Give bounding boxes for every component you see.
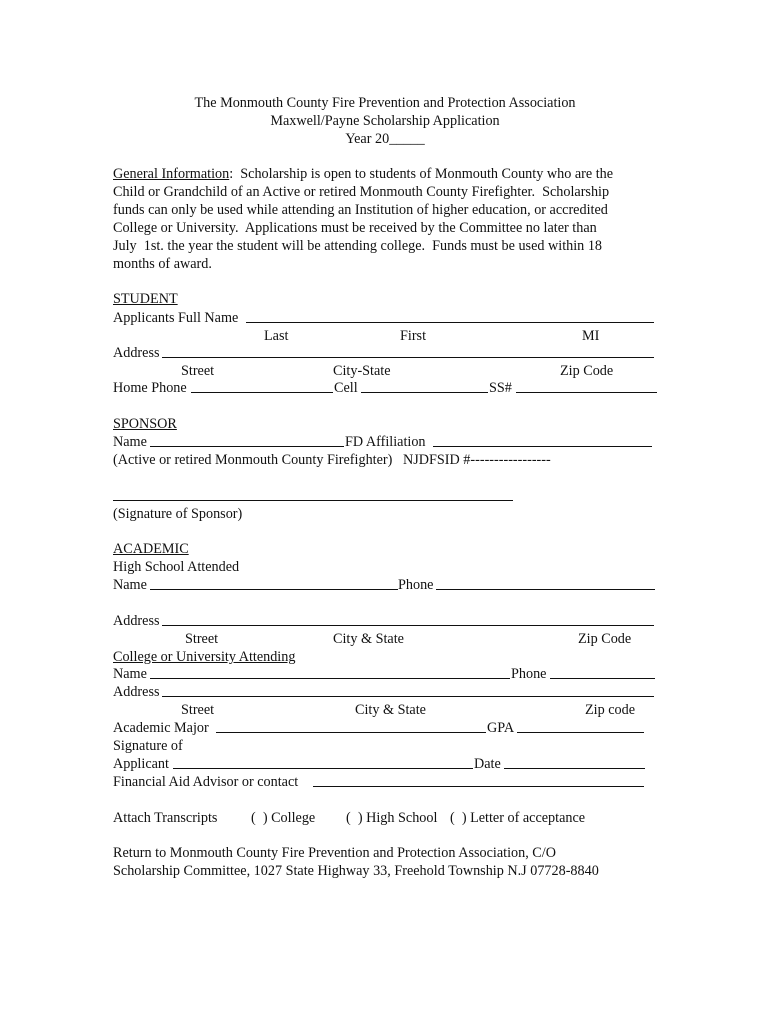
college-zip-caption: Zip code	[585, 702, 636, 718]
general-info-line: months of award.	[113, 256, 212, 272]
fd-affiliation-field[interactable]	[433, 446, 652, 447]
hs-phone-field[interactable]	[436, 589, 655, 590]
hs-name-field[interactable]	[150, 589, 398, 590]
city-state-caption: City-State	[333, 363, 391, 379]
gpa-field[interactable]	[517, 732, 644, 733]
fd-affiliation-label: FD Affiliation	[345, 434, 426, 450]
hs-zip-caption: Zip Code	[578, 631, 632, 647]
sponsor-name-label: Name	[113, 434, 147, 450]
college-address-field[interactable]	[162, 696, 654, 697]
sponsor-note: (Active or retired Monmouth County Firefighter) NJDFSID #-----------------	[113, 452, 551, 468]
mi-caption: MI	[582, 328, 600, 344]
title-association: The Monmouth County Fire Prevention and Protection Association	[194, 95, 576, 111]
college-phone-field[interactable]	[550, 678, 655, 679]
financial-aid-field[interactable]	[313, 786, 644, 787]
home-phone-field[interactable]	[191, 392, 333, 393]
ss-label: SS#	[489, 380, 512, 396]
academic-major-field[interactable]	[216, 732, 486, 733]
attach-transcripts-label: Attach Transcripts	[113, 810, 218, 826]
letter-of-acceptance-checkbox[interactable]: ( ) Letter of acceptance	[450, 810, 586, 826]
first-caption: First	[400, 328, 427, 344]
sponsor-signature-caption: (Signature of Sponsor)	[113, 506, 243, 522]
sponsor-signature-field[interactable]	[113, 500, 513, 501]
applicant-label: Applicant	[113, 756, 169, 772]
home-phone-label: Home Phone	[113, 380, 187, 396]
high-school-checkbox[interactable]: ( ) High School	[346, 810, 438, 826]
general-info-line: College or University. Applications must be received by the Committee no later than	[113, 220, 597, 236]
college-name-label: Name	[113, 666, 147, 682]
general-info-line: funds can only be used while attending an Institution of higher education, or accredited	[113, 202, 608, 218]
street-caption: Street	[181, 363, 215, 379]
hs-address-label: Address	[113, 613, 160, 629]
applicant-name-label: Applicants Full Name	[113, 310, 239, 326]
gpa-label: GPA	[487, 720, 515, 736]
student-address-field[interactable]	[162, 357, 654, 358]
return-address-line2: Scholarship Committee, 1027 State Highway 33, Freehold Township N.J 07728-8840	[113, 863, 599, 879]
date-label: Date	[474, 756, 501, 772]
zip-caption: Zip Code	[560, 363, 614, 379]
college-heading: College or University Attending	[113, 649, 296, 665]
hs-city-state-caption: City & State	[333, 631, 404, 647]
date-field[interactable]	[504, 768, 645, 769]
title-scholarship: Maxwell/Payne Scholarship Application	[270, 113, 500, 129]
cell-label: Cell	[334, 380, 358, 396]
general-info-label: General Information	[113, 166, 230, 182]
hs-phone-label: Phone	[398, 577, 434, 593]
high-school-attended-label: High School Attended	[113, 559, 240, 575]
general-info-line: July 1st. the year the student will be attending college. Funds must be used within 18	[113, 238, 603, 254]
college-street-caption: Street	[181, 702, 215, 718]
sponsor-heading: SPONSOR	[113, 416, 177, 432]
return-address-line1: Return to Monmouth County Fire Prevention and Protection Association, C/O	[113, 845, 556, 861]
general-info-first-line	[113, 165, 613, 183]
college-city-state-caption: City & State	[355, 702, 426, 718]
college-address-label: Address	[113, 684, 160, 700]
applicant-name-field[interactable]	[246, 322, 654, 323]
student-address-label: Address	[113, 345, 160, 361]
academic-major-label: Academic Major	[113, 720, 209, 736]
hs-street-caption: Street	[185, 631, 219, 647]
cell-field[interactable]	[361, 392, 488, 393]
hs-address-field[interactable]	[162, 625, 654, 626]
applicant-signature-field[interactable]	[173, 768, 473, 769]
general-info-line: Child or Grandchild of an Active or retired Monmouth County Firefighter. Scholarship	[113, 184, 610, 200]
college-name-field[interactable]	[150, 678, 510, 679]
hs-name-label: Name	[113, 577, 147, 593]
college-phone-label: Phone	[511, 666, 547, 682]
signature-of-label: Signature of	[113, 738, 183, 754]
general-info-intro: : Scholarship is open to students of Monmouth County who are the	[229, 166, 614, 182]
college-checkbox[interactable]: ( ) College	[251, 810, 316, 826]
title-year: Year 20_____	[345, 131, 425, 147]
financial-aid-label: Financial Aid Advisor or contact	[113, 774, 299, 790]
ss-field[interactable]	[516, 392, 657, 393]
sponsor-name-field[interactable]	[150, 446, 344, 447]
academic-heading: ACADEMIC	[113, 541, 189, 557]
last-caption: Last	[264, 328, 289, 344]
student-heading: STUDENT	[113, 291, 178, 307]
